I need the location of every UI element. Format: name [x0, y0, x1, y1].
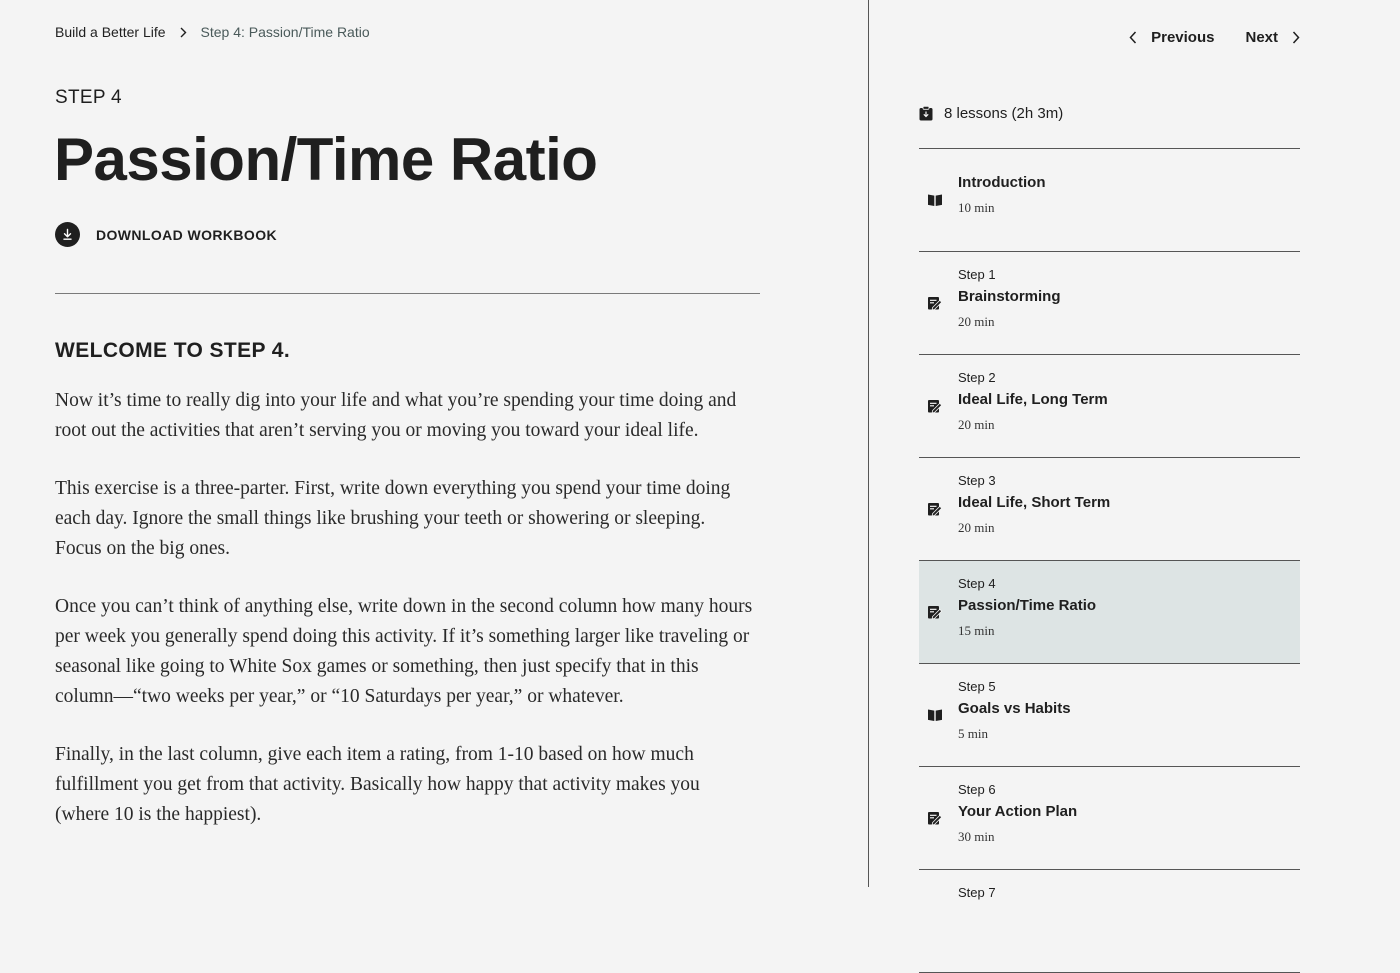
lessons-summary [919, 105, 1063, 122]
lesson-text [958, 169, 1045, 216]
worksheet-icon [927, 501, 943, 517]
body-paragraph: Finally, in the last column, give each item a rating, from 1-10 based on how much fulfillment you get from that activity. Basically how happy that activity makes you (where 10 is the happiest). [55, 744, 700, 825]
lesson-step: Step 3 [958, 473, 996, 488]
body-paragraph: Once you can’t think of anything else, write down in the second column how many hours per week you generally spend doing this activity. If it’s something larger like traveling or seasonal like going to White Sox games or something, then just specify that in this column—“two weeks per year,” or “10 Saturdays per year,” or whatever. [55, 596, 753, 707]
step-eyebrow: STEP 4 [55, 87, 122, 108]
lesson-pager [1129, 29, 1300, 46]
lesson-item[interactable] [919, 664, 1300, 767]
lesson-item[interactable] [919, 767, 1300, 870]
lesson-text [958, 576, 1096, 639]
section-heading: WELCOME TO STEP 4. [55, 339, 291, 362]
chevron-right-icon [180, 27, 187, 38]
lesson-name: Your Action Plan [958, 803, 1078, 820]
body-paragraph: Now it’s time to really dig into your life and what you’re spending your time doing and root out the activities that aren’t serving you or moving you toward your ideal life. [55, 390, 737, 441]
body-paragraph: This exercise is a three-parter. First, write down everything you spend your time doing each day. Ignore the small things like brushing your teeth or showering or sleeping. Focus on the big ones. [55, 478, 731, 559]
previous-button[interactable] [1129, 29, 1214, 46]
book-icon [927, 192, 943, 208]
lesson-duration: 15 min [958, 623, 995, 638]
lesson-item[interactable] [919, 870, 1300, 973]
lesson-body [55, 386, 755, 858]
lesson-text [958, 885, 996, 901]
lesson-text [958, 267, 1061, 330]
breadcrumb-root-link[interactable]: Build a Better Life [55, 24, 166, 40]
download-workbook-label: DOWNLOAD WORKBOOK [96, 226, 278, 243]
lesson-list [919, 148, 1300, 973]
page-title: Passion/Time Ratio [54, 126, 598, 193]
lesson-duration: 20 min [958, 417, 995, 432]
next-button[interactable] [1245, 29, 1300, 46]
lesson-item[interactable] [919, 149, 1300, 252]
clipboard-icon [919, 106, 933, 121]
lesson-step: Step 5 [958, 679, 996, 694]
breadcrumb [55, 24, 370, 40]
book-icon [927, 707, 943, 723]
download-workbook-button[interactable] [55, 222, 277, 247]
lesson-item[interactable] [919, 355, 1300, 458]
lesson-name: Introduction [958, 174, 1046, 191]
breadcrumb-current: Step 4: Passion/Time Ratio [200, 24, 370, 40]
lesson-text [958, 679, 1071, 742]
lesson-name: Ideal Life, Long Term [958, 391, 1108, 408]
previous-label: Previous [1151, 29, 1215, 46]
lesson-duration: 30 min [958, 829, 995, 844]
lesson-duration: 20 min [958, 314, 995, 329]
lesson-text [958, 473, 1110, 536]
lessons-count-label: 8 lessons (2h 3m) [944, 105, 1064, 122]
lesson-step: Step 1 [958, 267, 996, 282]
lesson-item[interactable] [919, 458, 1300, 561]
next-label: Next [1245, 29, 1278, 46]
lesson-text [958, 782, 1077, 845]
lesson-step: Step 7 [958, 885, 996, 900]
lesson-duration: 20 min [958, 520, 995, 535]
worksheet-icon [927, 295, 943, 311]
lesson-name: Passion/Time Ratio [958, 597, 1097, 614]
chevron-left-icon [1129, 31, 1137, 44]
lesson-step: Step 6 [958, 782, 996, 797]
worksheet-icon [927, 398, 943, 414]
lesson-duration: 5 min [958, 726, 988, 741]
lesson-item[interactable] [919, 252, 1300, 355]
lesson-name: Brainstorming [958, 288, 1061, 305]
lesson-text [958, 370, 1108, 433]
lesson-duration: 10 min [958, 200, 995, 215]
lesson-step: Step 2 [958, 370, 996, 385]
worksheet-icon [927, 604, 943, 620]
download-icon [55, 222, 80, 247]
lesson-name: Goals vs Habits [958, 700, 1071, 717]
lesson-name: Ideal Life, Short Term [958, 494, 1111, 511]
lesson-item[interactable] [919, 561, 1300, 664]
chevron-right-icon [1292, 31, 1300, 44]
lesson-sidebar [869, 0, 1400, 900]
content-divider [55, 293, 760, 294]
worksheet-icon [927, 810, 943, 826]
lesson-step: Step 4 [958, 576, 996, 591]
